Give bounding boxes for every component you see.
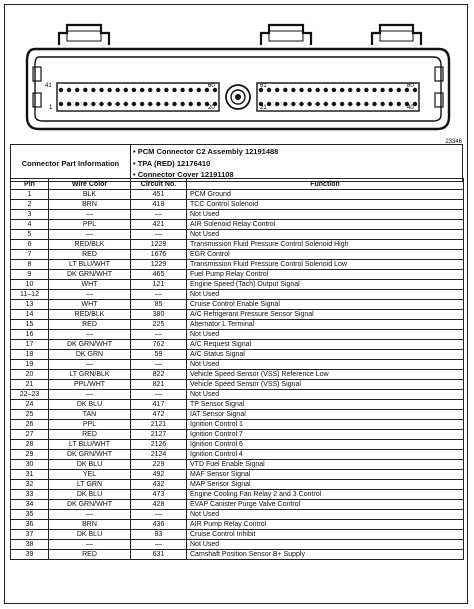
pin-cavity (340, 102, 344, 106)
wire-color-cell: LT BLU/WHT (49, 260, 131, 270)
pin-cavity (189, 102, 193, 106)
wire-color-cell: — (49, 360, 131, 370)
pin-cavity (389, 88, 393, 92)
pin-cavity (83, 88, 87, 92)
connector-part-info-title: Connector Part Information (11, 145, 131, 181)
wire-color-cell: — (49, 210, 131, 220)
pin-cell: 38 (11, 540, 49, 550)
column-header-circuit: Circuit No. (131, 179, 187, 190)
pin-cell: 31 (11, 470, 49, 480)
circuit-cell: 418 (131, 200, 187, 210)
pin-cell: 7 (11, 250, 49, 260)
pin-cavity (132, 88, 136, 92)
pin-label-61: 61 (260, 83, 267, 89)
pinout-table (10, 178, 464, 560)
pin-cell: 6 (11, 240, 49, 250)
pin-cell: 35 (11, 510, 49, 520)
table-row (11, 530, 464, 540)
pin-cell: 30 (11, 460, 49, 470)
function-cell: Not Used (187, 290, 464, 300)
wire-color-cell: DK GRN/WHT (49, 270, 131, 280)
function-cell: Cruise Control Inhibit (187, 530, 464, 540)
pin-label-20: 20 (208, 105, 215, 111)
function-cell: TCC Control Solenoid (187, 200, 464, 210)
circuit-cell: 83 (131, 530, 187, 540)
function-cell: Not Used (187, 210, 464, 220)
wire-color-cell: PPL/WHT (49, 380, 131, 390)
pin-cavity (197, 88, 201, 92)
wire-color-cell: DK BLU (49, 490, 131, 500)
table-row (11, 480, 464, 490)
pin-cell: 24 (11, 400, 49, 410)
wire-color-cell: LT GRN (49, 480, 131, 490)
pin-cavity (299, 88, 303, 92)
pin-cell: 39 (11, 550, 49, 560)
circuit-cell: 492 (131, 470, 187, 480)
wire-color-cell: RED (49, 550, 131, 560)
wire-color-cell: RED (49, 430, 131, 440)
pin-cavity (356, 88, 360, 92)
pin-label-80: 80 (407, 83, 414, 89)
table-row (11, 400, 464, 410)
pin-cell: 17 (11, 340, 49, 350)
function-cell: EVAP Canister Purge Valve Control (187, 500, 464, 510)
pin-cavity (107, 102, 111, 106)
wire-color-cell: — (49, 540, 131, 550)
table-row (11, 440, 464, 450)
function-cell: VTD Fuel Enable Signal (187, 460, 464, 470)
pin-cell: 18 (11, 350, 49, 360)
table-row (11, 430, 464, 440)
pin-label-41: 41 (45, 83, 52, 89)
circuit-cell: — (131, 510, 187, 520)
pin-cavity (156, 88, 160, 92)
pin-cell: 1 (11, 190, 49, 200)
table-header-row (11, 179, 464, 190)
table-row (11, 540, 464, 550)
circuit-cell: 465 (131, 270, 187, 280)
wire-color-cell: — (49, 290, 131, 300)
wire-color-cell: DK GRN/WHT (49, 340, 131, 350)
circuit-cell: 472 (131, 410, 187, 420)
figure-number: 23346 (445, 139, 462, 145)
pin-cavity (156, 102, 160, 106)
pin-cavity (380, 88, 384, 92)
function-cell: Vehicle Speed Sensor (VSS) Reference Low (187, 370, 464, 380)
function-cell: Camshaft Position Sensor B+ Supply (187, 550, 464, 560)
table-row (11, 470, 464, 480)
table-row (11, 390, 464, 400)
connector-info-header (10, 144, 463, 182)
pin-cavity (172, 102, 176, 106)
pin-cavity (324, 88, 328, 92)
pin-cavity (59, 102, 63, 106)
pin-cell: 2 (11, 200, 49, 210)
pin-cell: 20 (11, 370, 49, 380)
pin-cavity (91, 102, 95, 106)
pin-cavity (107, 88, 111, 92)
table-row (11, 280, 464, 290)
pin-cavity (180, 88, 184, 92)
part-item: • PCM Connector C2 Assembly 12191488 (133, 146, 278, 158)
connector-diagram (5, 5, 468, 135)
wire-color-cell: — (49, 510, 131, 520)
pin-cavity (324, 102, 328, 106)
pin-cavity (140, 102, 144, 106)
pin-cavity (316, 102, 320, 106)
pin-cavity (348, 102, 352, 106)
pin-cavity (132, 102, 136, 106)
circuit-cell: 1676 (131, 250, 187, 260)
function-cell: Not Used (187, 330, 464, 340)
pin-cavity (397, 88, 401, 92)
pin-cell: 22–23 (11, 390, 49, 400)
function-cell: Transmission Fluid Pressure Control Solenoid High (187, 240, 464, 250)
pin-cavity (99, 102, 103, 106)
table-row (11, 360, 464, 370)
pin-cavity (316, 88, 320, 92)
circuit-cell: 229 (131, 460, 187, 470)
pin-cell: 10 (11, 280, 49, 290)
pin-cell: 3 (11, 210, 49, 220)
pin-cell: 32 (11, 480, 49, 490)
circuit-cell: 762 (131, 340, 187, 350)
function-cell: A/C Status Signal (187, 350, 464, 360)
pin-cavity (67, 102, 71, 106)
pin-cavity (307, 88, 311, 92)
function-cell: Ignition Control 6 (187, 440, 464, 450)
pin-cavity (275, 88, 279, 92)
wire-color-cell: DK GRN/WHT (49, 450, 131, 460)
function-cell: A/C Refrigerant Pressure Sensor Signal (187, 310, 464, 320)
wire-color-cell: LT GRN/BLK (49, 370, 131, 380)
part-item: • Connector Cover 12191108 (133, 169, 278, 181)
wire-color-cell: WHT (49, 280, 131, 290)
wire-color-cell: YEL (49, 470, 131, 480)
pin-cavity (116, 88, 120, 92)
function-cell: Vehicle Speed Sensor (VSS) Signal (187, 380, 464, 390)
wire-color-cell: DK BLU (49, 530, 131, 540)
pin-cavity (148, 102, 152, 106)
function-cell: Not Used (187, 390, 464, 400)
function-cell: Fuel Pump Relay Control (187, 270, 464, 280)
table-row (11, 380, 464, 390)
pin-label-60: 60 (208, 83, 215, 89)
circuit-cell: 1228 (131, 240, 187, 250)
pin-cavity (291, 102, 295, 106)
circuit-cell: — (131, 390, 187, 400)
wire-color-cell: TAN (49, 410, 131, 420)
pin-cell: 16 (11, 330, 49, 340)
pin-cavity (372, 102, 376, 106)
pin-cavity (348, 88, 352, 92)
pin-cavity (148, 88, 152, 92)
pin-cavity (124, 102, 128, 106)
column-header-wire-color: Wire Color (49, 179, 131, 190)
pin-cavity (380, 102, 384, 106)
circuit-cell: 821 (131, 380, 187, 390)
table-row (11, 230, 464, 240)
circuit-cell: 451 (131, 190, 187, 200)
function-cell: AIR Solenoid Relay Control (187, 220, 464, 230)
function-cell: Not Used (187, 360, 464, 370)
table-row (11, 310, 464, 320)
function-cell: PCM Ground (187, 190, 464, 200)
table-row (11, 200, 464, 210)
wire-color-cell: RED/BLK (49, 240, 131, 250)
circuit-cell: — (131, 540, 187, 550)
circuit-cell: 436 (131, 520, 187, 530)
pin-cell: 34 (11, 500, 49, 510)
pin-cavity (299, 102, 303, 106)
function-cell: Not Used (187, 510, 464, 520)
wire-color-cell: RED/BLK (49, 310, 131, 320)
table-row (11, 210, 464, 220)
pin-cell: 29 (11, 450, 49, 460)
pin-cavity (197, 102, 201, 106)
function-cell: Cruise Control Enable Signal (187, 300, 464, 310)
table-row (11, 410, 464, 420)
pin-cavity (91, 88, 95, 92)
column-header-pin: Pin (11, 179, 49, 190)
pin-cavity (180, 102, 184, 106)
table-row (11, 270, 464, 280)
table-row (11, 370, 464, 380)
pin-cavity (340, 88, 344, 92)
wire-color-cell: DK GRN (49, 350, 131, 360)
pin-cavity (59, 88, 63, 92)
pin-cell: 9 (11, 270, 49, 280)
wire-color-cell: PPL (49, 220, 131, 230)
function-cell: Alternator L Terminal (187, 320, 464, 330)
table-row (11, 240, 464, 250)
circuit-cell: 2126 (131, 440, 187, 450)
pin-cell: 37 (11, 530, 49, 540)
function-cell: Transmission Fluid Pressure Control Solenoid Low (187, 260, 464, 270)
table-row (11, 320, 464, 330)
pin-cell: 21 (11, 380, 49, 390)
function-cell: Engine Speed (Tach) Output Signal (187, 280, 464, 290)
pin-cavity (397, 102, 401, 106)
table-row (11, 260, 464, 270)
function-cell: TP Sensor Signal (187, 400, 464, 410)
pin-cavity (307, 102, 311, 106)
circuit-cell: 631 (131, 550, 187, 560)
function-cell: Not Used (187, 230, 464, 240)
table-row (11, 550, 464, 560)
pin-cavity (332, 102, 336, 106)
pin-cavity (124, 88, 128, 92)
table-row (11, 290, 464, 300)
wire-color-cell: BRN (49, 520, 131, 530)
circuit-cell: 432 (131, 480, 187, 490)
function-cell: Ignition Control 7 (187, 430, 464, 440)
function-cell: Ignition Control 1 (187, 420, 464, 430)
table-row (11, 250, 464, 260)
table-row (11, 490, 464, 500)
pin-cavity (75, 102, 79, 106)
wire-color-cell: WHT (49, 300, 131, 310)
pin-cavity (364, 88, 368, 92)
table-row (11, 520, 464, 530)
wire-color-cell: — (49, 390, 131, 400)
circuit-cell: — (131, 230, 187, 240)
pin-cavity (75, 88, 79, 92)
circuit-cell: 2124 (131, 450, 187, 460)
wire-color-cell: DK BLU (49, 460, 131, 470)
pin-cell: 8 (11, 260, 49, 270)
circuit-cell: 417 (131, 400, 187, 410)
pin-label-40: 40 (407, 105, 414, 111)
pin-cavity (389, 102, 393, 106)
pin-cavity (275, 102, 279, 106)
function-cell: A/C Request Signal (187, 340, 464, 350)
circuit-cell: 59 (131, 350, 187, 360)
circuit-cell: — (131, 210, 187, 220)
function-cell: Engine Cooling Fan Relay 2 and 3 Control (187, 490, 464, 500)
pin-cell: 27 (11, 430, 49, 440)
circuit-cell: — (131, 290, 187, 300)
pin-cavity (364, 102, 368, 106)
wire-color-cell: BLK (49, 190, 131, 200)
pin-cavity (140, 88, 144, 92)
wire-color-cell: — (49, 230, 131, 240)
circuit-cell: — (131, 360, 187, 370)
circuit-cell: 822 (131, 370, 187, 380)
wire-color-cell: — (49, 330, 131, 340)
table-row (11, 330, 464, 340)
table-row (11, 420, 464, 430)
wire-color-cell: RED (49, 320, 131, 330)
pin-cell: 15 (11, 320, 49, 330)
function-cell: Ignition Control 4 (187, 450, 464, 460)
circuit-cell: 85 (131, 300, 187, 310)
connector-part-list (133, 146, 278, 181)
pin-cell: 25 (11, 410, 49, 420)
table-row (11, 340, 464, 350)
pin-cell: 28 (11, 440, 49, 450)
circuit-cell: — (131, 330, 187, 340)
pin-cell: 4 (11, 220, 49, 230)
wire-color-cell: RED (49, 250, 131, 260)
pin-cavity (267, 88, 271, 92)
pin-label-1: 1 (49, 105, 53, 111)
pin-cell: 5 (11, 230, 49, 240)
pin-cavity (83, 102, 87, 106)
pin-cavity (116, 102, 120, 106)
pin-cavity (99, 88, 103, 92)
pin-cavity (332, 88, 336, 92)
part-item: • TPA (RED) 12176410 (133, 158, 278, 170)
circuit-cell: 225 (131, 320, 187, 330)
pin-cell: 11–12 (11, 290, 49, 300)
pin-cell: 19 (11, 360, 49, 370)
pin-cavity (267, 102, 271, 106)
pin-cavity (172, 88, 176, 92)
table-row (11, 220, 464, 230)
column-header-function: Function (187, 179, 464, 190)
pin-cell: 33 (11, 490, 49, 500)
pin-label-21: 21 (260, 105, 267, 111)
table-row (11, 350, 464, 360)
circuit-cell: 2121 (131, 420, 187, 430)
circuit-cell: 2127 (131, 430, 187, 440)
function-cell: EGR Control (187, 250, 464, 260)
circuit-cell: 428 (131, 500, 187, 510)
table-row (11, 500, 464, 510)
pin-cavity (283, 102, 287, 106)
function-cell: IAT Sensor Signal (187, 410, 464, 420)
table-row (11, 450, 464, 460)
circuit-cell: 1229 (131, 260, 187, 270)
table-row (11, 460, 464, 470)
pin-cavity (356, 102, 360, 106)
pin-cavity (291, 88, 295, 92)
wire-color-cell: LT BLU/WHT (49, 440, 131, 450)
pin-cell: 36 (11, 520, 49, 530)
wire-color-cell: DK BLU (49, 400, 131, 410)
wire-color-cell: PPL (49, 420, 131, 430)
circuit-cell: 121 (131, 280, 187, 290)
pin-cavity (164, 102, 168, 106)
circuit-cell: 473 (131, 490, 187, 500)
pin-cell: 26 (11, 420, 49, 430)
pin-cavity (189, 88, 193, 92)
pin-cell: 13 (11, 300, 49, 310)
function-cell: MAF Sensor Signal (187, 470, 464, 480)
circuit-cell: 380 (131, 310, 187, 320)
pin-cavity (67, 88, 71, 92)
pin-cavity (164, 88, 168, 92)
pin-cavity (372, 88, 376, 92)
pin-cell: 14 (11, 310, 49, 320)
table-row (11, 510, 464, 520)
function-cell: Not Used (187, 540, 464, 550)
wire-color-cell: DK GRN/WHT (49, 500, 131, 510)
table-row (11, 300, 464, 310)
circuit-cell: 421 (131, 220, 187, 230)
pin-cavity (283, 88, 287, 92)
function-cell: AIR Pump Relay Control (187, 520, 464, 530)
wire-color-cell: BRN (49, 200, 131, 210)
function-cell: MAP Sensor Signal (187, 480, 464, 490)
table-row (11, 190, 464, 200)
